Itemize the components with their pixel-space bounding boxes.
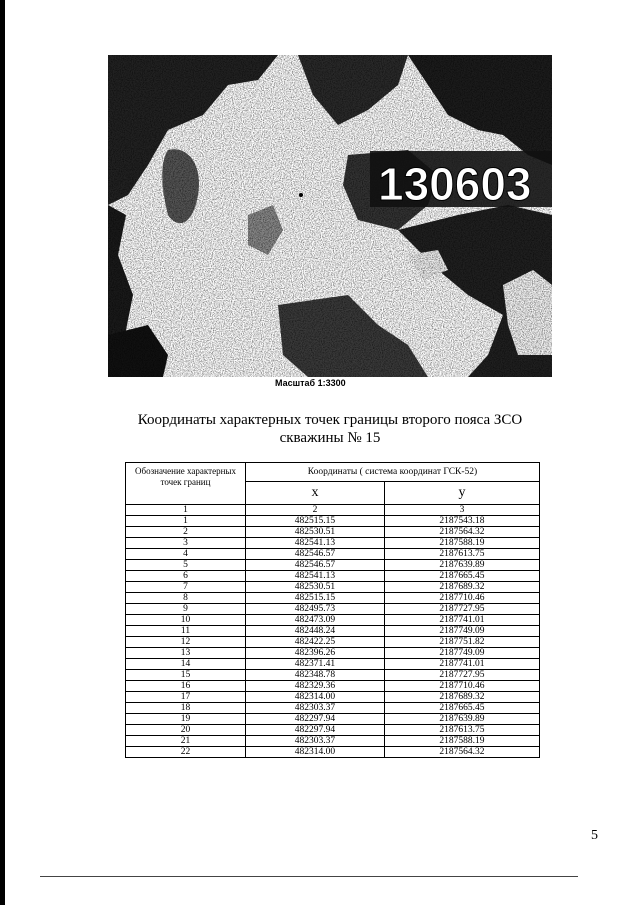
x-cell: 482515.15 — [246, 516, 385, 527]
y-cell: 2187613.75 — [384, 549, 539, 560]
point-cell: 1 — [126, 516, 246, 527]
page-number: 5 — [591, 828, 598, 843]
table-row — [126, 725, 540, 736]
table-row — [126, 549, 540, 560]
x-cell: 482303.37 — [246, 736, 385, 747]
y-cell: 2187564.32 — [384, 747, 539, 758]
y-cell: 2187749.09 — [384, 648, 539, 659]
title-line-2: скважины № 15 — [279, 430, 381, 446]
table-row — [126, 747, 540, 758]
x-cell: 482348.78 — [246, 670, 385, 681]
y-cell: 2187689.32 — [384, 582, 539, 593]
point-cell: 15 — [126, 670, 246, 681]
point-cell: 17 — [126, 692, 246, 703]
point-cell: 2 — [126, 527, 246, 538]
x-cell: 482541.13 — [246, 538, 385, 549]
header-point-name: Обозначение характерных точек границ — [126, 463, 246, 505]
x-cell: 482495.73 — [246, 604, 385, 615]
y-cell: 2187741.01 — [384, 659, 539, 670]
point-cell: 18 — [126, 703, 246, 714]
table-row — [126, 560, 540, 571]
footer-rule — [40, 876, 578, 877]
scan-edge — [0, 0, 5, 905]
point-cell: 4 — [126, 549, 246, 560]
point-cell: 6 — [126, 571, 246, 582]
point-cell: 21 — [126, 736, 246, 747]
table-row — [126, 692, 540, 703]
x-cell: 482546.57 — [246, 549, 385, 560]
point-cell: 13 — [126, 648, 246, 659]
x-cell: 482546.57 — [246, 560, 385, 571]
x-cell: 482314.00 — [246, 747, 385, 758]
y-cell: 2187639.89 — [384, 560, 539, 571]
point-cell: 11 — [126, 626, 246, 637]
document-title — [130, 411, 530, 447]
point-cell: 14 — [126, 659, 246, 670]
header-x: x — [246, 482, 385, 505]
point-cell: 10 — [126, 615, 246, 626]
x-cell: 482329.36 — [246, 681, 385, 692]
table-row — [126, 703, 540, 714]
coordinates-table — [125, 462, 540, 758]
table-row — [126, 637, 540, 648]
y-cell: 2187665.45 — [384, 571, 539, 582]
table-row — [126, 604, 540, 615]
title-line-1: Координаты характерных точек границы второго пояса ЗСО — [137, 412, 523, 428]
table-row — [126, 659, 540, 670]
x-cell: 482371.41 — [246, 659, 385, 670]
x-cell: 482530.51 — [246, 527, 385, 538]
table-row — [126, 615, 540, 626]
y-cell: 2187588.19 — [384, 538, 539, 549]
table-row — [126, 516, 540, 527]
table-row — [126, 538, 540, 549]
point-cell: 22 — [126, 747, 246, 758]
table-row — [126, 670, 540, 681]
point-cell: 9 — [126, 604, 246, 615]
point-cell: 7 — [126, 582, 246, 593]
point-cell: 19 — [126, 714, 246, 725]
parcel-number-label: 130603 — [378, 158, 532, 210]
y-cell: 2187749.09 — [384, 626, 539, 637]
table-row — [126, 681, 540, 692]
y-cell: 2187543.18 — [384, 516, 539, 527]
x-cell: 482297.94 — [246, 714, 385, 725]
x-cell: 482314.00 — [246, 692, 385, 703]
table-row — [126, 527, 540, 538]
x-cell: 482541.13 — [246, 571, 385, 582]
y-cell: 2187639.89 — [384, 714, 539, 725]
map-scale: Масштаб 1:3300 — [275, 378, 346, 388]
y-cell: 2187710.46 — [384, 593, 539, 604]
point-cell: 8 — [126, 593, 246, 604]
y-cell: 2187751.82 — [384, 637, 539, 648]
y-cell: 2187710.46 — [384, 681, 539, 692]
point-cell: 3 — [126, 538, 246, 549]
col-number-3: 3 — [384, 505, 539, 516]
x-cell: 482448.24 — [246, 626, 385, 637]
point-cell: 12 — [126, 637, 246, 648]
point-cell: 5 — [126, 560, 246, 571]
y-cell: 2187689.32 — [384, 692, 539, 703]
table-row — [126, 582, 540, 593]
y-cell: 2187588.19 — [384, 736, 539, 747]
table-row — [126, 714, 540, 725]
y-cell: 2187727.95 — [384, 604, 539, 615]
point-cell: 16 — [126, 681, 246, 692]
table-row — [126, 626, 540, 637]
table-row — [126, 736, 540, 747]
cadastral-map — [108, 55, 552, 377]
x-cell: 482396.26 — [246, 648, 385, 659]
col-number-1: 1 — [126, 505, 246, 516]
x-cell: 482515.15 — [246, 593, 385, 604]
y-cell: 2187613.75 — [384, 725, 539, 736]
x-cell: 482303.37 — [246, 703, 385, 714]
table-row — [126, 648, 540, 659]
col-number-2: 2 — [246, 505, 385, 516]
point-cell: 20 — [126, 725, 246, 736]
y-cell: 2187741.01 — [384, 615, 539, 626]
header-y: y — [384, 482, 539, 505]
x-cell: 482422.25 — [246, 637, 385, 648]
x-cell: 482473.09 — [246, 615, 385, 626]
table-row — [126, 571, 540, 582]
y-cell: 2187564.32 — [384, 527, 539, 538]
coordinates-body — [126, 516, 540, 758]
y-cell: 2187727.95 — [384, 670, 539, 681]
header-coordinates: Координаты ( система координат ГСК-52) — [246, 463, 540, 482]
table-row — [126, 593, 540, 604]
y-cell: 2187665.45 — [384, 703, 539, 714]
x-cell: 482530.51 — [246, 582, 385, 593]
map-image — [108, 55, 552, 377]
x-cell: 482297.94 — [246, 725, 385, 736]
